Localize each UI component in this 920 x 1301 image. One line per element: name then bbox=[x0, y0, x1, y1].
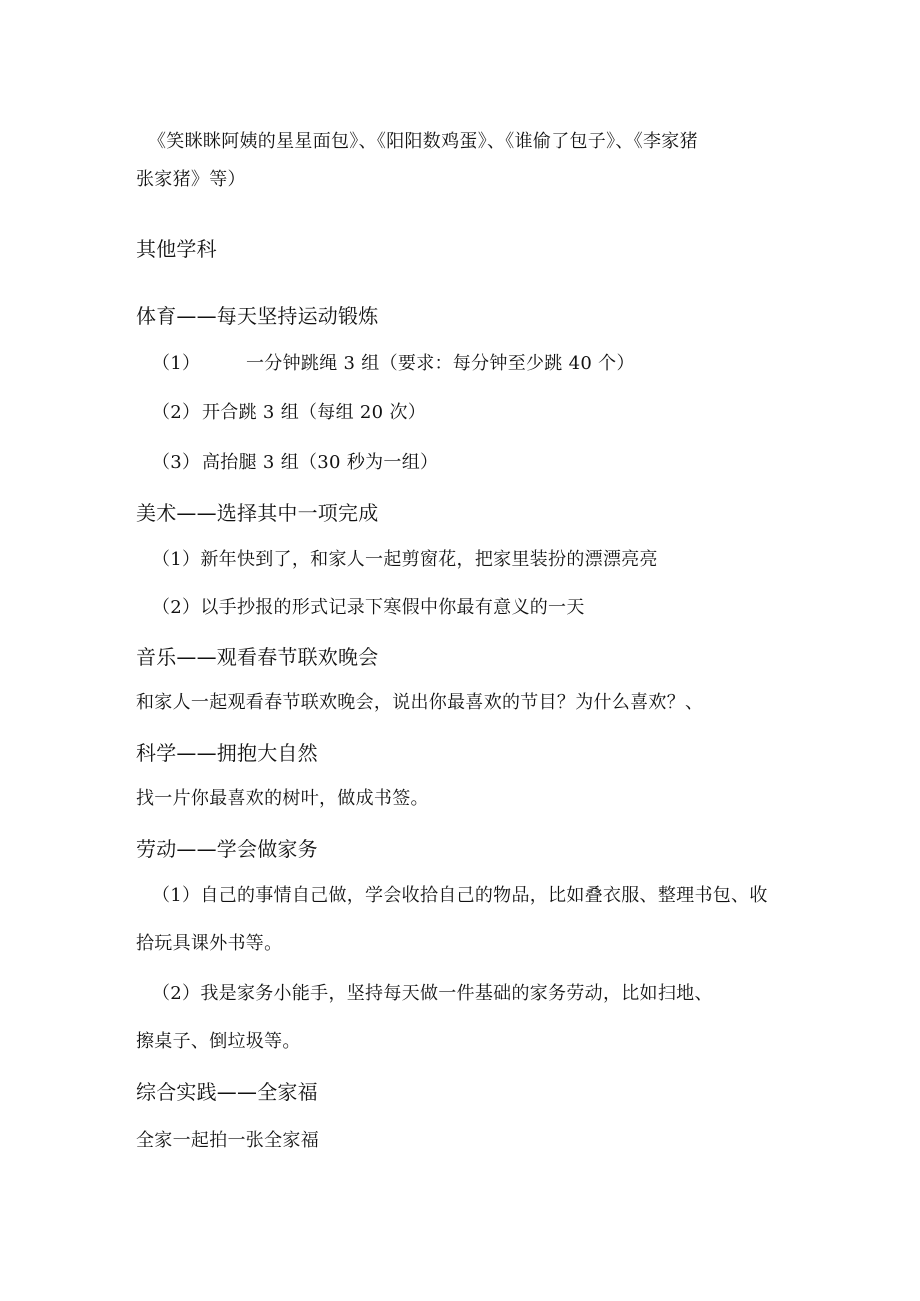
labor-item-2-line-2: 擦桌子、倒垃圾等。 bbox=[136, 1031, 301, 1052]
labor-item-1-line-1: （1）自己的事情自己做，学会收拾自己的物品，比如叠衣服、整理书包、收 bbox=[152, 885, 768, 906]
science-text: 找一片你最喜欢的树叶，做成书签。 bbox=[136, 788, 429, 809]
labor-heading: 劳动——学会做家务 bbox=[136, 837, 318, 861]
other-subjects-heading: 其他学科 bbox=[136, 237, 217, 261]
pe-item-1-text: 一分钟跳绳 3 组（要求：每分钟至少跳 40 个） bbox=[246, 353, 635, 374]
practice-heading: 综合实践——全家福 bbox=[136, 1080, 318, 1104]
reading-list-line-1: 《笑眯眯阿姨的星星面包》、《阳阳数鸡蛋》、《谁偷了包子》、《李家猪 bbox=[148, 131, 698, 152]
science-heading: 科学——拥抱大自然 bbox=[136, 741, 318, 765]
practice-text: 全家一起拍一张全家福 bbox=[136, 1130, 319, 1151]
labor-item-2-line-1: （2）我是家务小能手，坚持每天做一件基础的家务劳动，比如扫地、 bbox=[152, 983, 713, 1004]
pe-item-2-text: 开合跳 3 组（每组 20 次） bbox=[202, 402, 427, 423]
reading-list-line-2: 张家猪》等） bbox=[136, 169, 246, 190]
pe-heading: 体育——每天坚持运动锻炼 bbox=[136, 304, 379, 328]
art-item-2: （2）以手抄报的形式记录下寒假中你最有意义的一天 bbox=[152, 597, 585, 618]
labor-item-1-line-2: 拾玩具课外书等。 bbox=[136, 933, 283, 954]
pe-item-1-number: （1） bbox=[152, 353, 201, 374]
pe-item-2-number: （2） bbox=[152, 402, 201, 423]
art-item-1: （1）新年快到了，和家人一起剪窗花，把家里装扮的漂漂亮亮 bbox=[152, 549, 658, 570]
music-heading: 音乐——观看春节联欢晚会 bbox=[136, 645, 379, 669]
pe-item-3-number: （3） bbox=[152, 452, 201, 473]
pe-item-3-text: 高抬腿 3 组（30 秒为一组） bbox=[202, 452, 439, 473]
music-text: 和家人一起观看春节联欢晚会，说出你最喜欢的节目？为什么喜欢？、 bbox=[136, 692, 704, 713]
art-heading: 美术——选择其中一项完成 bbox=[136, 501, 379, 525]
